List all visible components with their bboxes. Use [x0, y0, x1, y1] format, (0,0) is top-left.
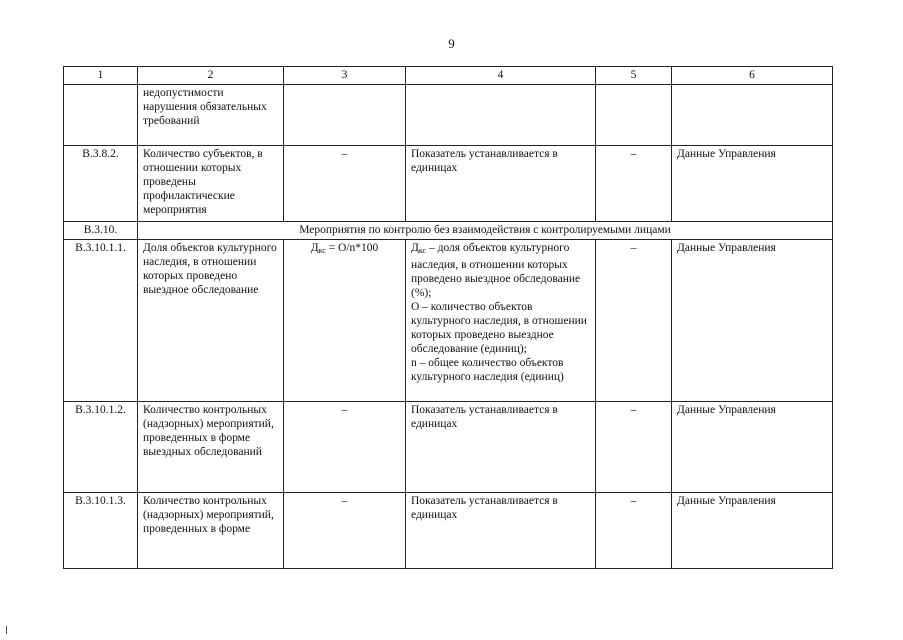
column-header: 4: [406, 67, 596, 85]
description-line: O – количество объектов культурного наследия, в отношении которых проведено выездное обследование (единиц);: [411, 301, 587, 355]
cell-source: [672, 85, 833, 146]
cell-name: недопустимости нарушения обязательных требований: [138, 85, 284, 146]
cell-description: Показатель устанавливается в единицах: [406, 493, 596, 569]
table-row: [64, 402, 833, 493]
cell-formula: –: [284, 402, 406, 493]
table-header-row: [64, 67, 833, 85]
column-header: 5: [596, 67, 672, 85]
cell-name: Количество контрольных (надзорных) мероприятий, проведенных в форме: [138, 493, 284, 569]
formula-subscript: кс: [318, 246, 326, 255]
section-row: [64, 222, 833, 240]
cell-col5: –: [596, 402, 672, 493]
indicators-table: [63, 66, 833, 569]
table-row: [64, 146, 833, 222]
cell-code: [64, 85, 138, 146]
cell-formula: [284, 85, 406, 146]
cell-code: В.3.10.1.1.: [64, 240, 138, 402]
cell-description: [406, 240, 596, 402]
cell-code: В.3.10.1.3.: [64, 493, 138, 569]
cell-formula: –: [284, 493, 406, 569]
scan-edge-mark: [6, 626, 7, 634]
cell-source: Данные Управления: [672, 402, 833, 493]
cell-source: Данные Управления: [672, 146, 833, 222]
formula-symbol: Д: [310, 242, 319, 254]
description-line: n – общее количество объектов культурного наследия (единиц): [411, 357, 564, 383]
cell-formula: –: [284, 146, 406, 222]
column-header: 6: [672, 67, 833, 85]
section-title: Мероприятия по контролю без взаимодействия с контролируемыми лицами: [138, 222, 833, 240]
cell-source: Данные Управления: [672, 240, 833, 402]
cell-name: Количество контрольных (надзорных) мероприятий, проведенных в форме выездных обследований: [138, 402, 284, 493]
cell-code: В.3.10.1.2.: [64, 402, 138, 493]
page-number: 9: [448, 36, 455, 51]
cell-source: Данные Управления: [672, 493, 833, 569]
cell-description: Показатель устанавливается в единицах: [406, 146, 596, 222]
table-row: [64, 85, 833, 146]
table-row: [64, 493, 833, 569]
cell-description: [406, 85, 596, 146]
description-line: $Д_{кс}$ – доля объектов культурного наследия, в отношении которых проведено выездное обследование (%);: [411, 242, 581, 299]
cell-formula: [284, 240, 406, 402]
column-header: 3: [284, 67, 406, 85]
cell-name: Количество субъектов, в отношении которых проведены профилактические мероприятия: [138, 146, 284, 222]
cell-col5: –: [596, 146, 672, 222]
cell-description: Показатель устанавливается в единицах: [406, 402, 596, 493]
table-row: [64, 240, 833, 402]
column-header: 1: [64, 67, 138, 85]
cell-col5: –: [596, 240, 672, 402]
cell-col5: [596, 85, 672, 146]
cell-code: В.3.10.: [64, 222, 138, 240]
formula-expression: = O/n*100: [325, 242, 379, 254]
cell-name: Доля объектов культурного наследия, в отношении которых проведено выездное обследование: [138, 240, 284, 402]
column-header: 2: [138, 67, 284, 85]
cell-code: В.3.8.2.: [64, 146, 138, 222]
cell-col5: –: [596, 493, 672, 569]
